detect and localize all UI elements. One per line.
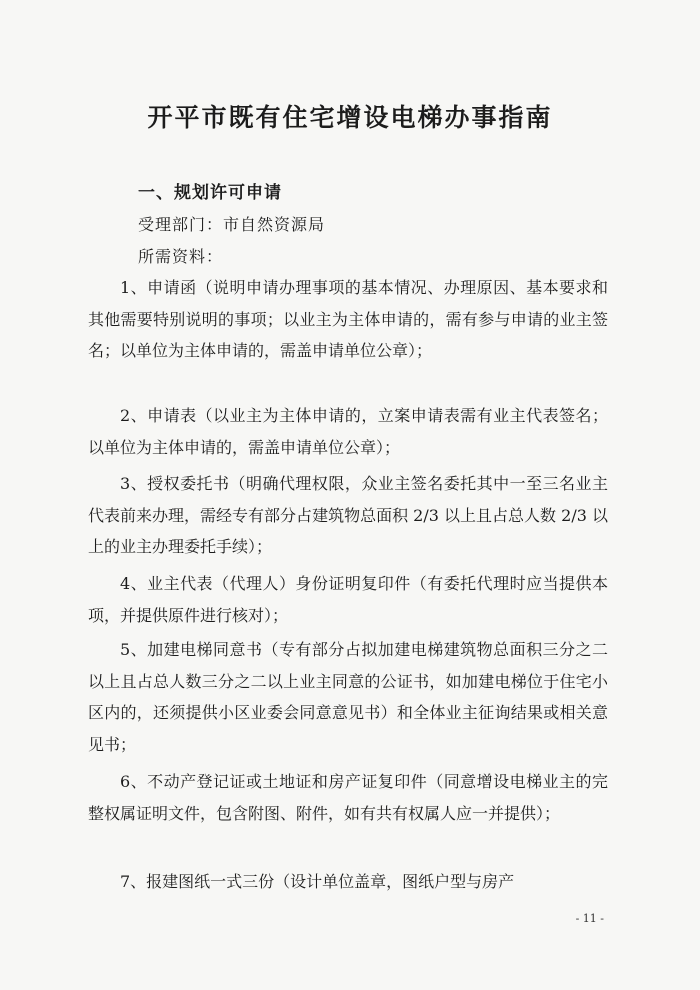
materials-label: 所需资料：	[138, 247, 224, 266]
section-heading: 一、规划许可申请	[138, 183, 282, 203]
accepting-department: 受理部门：市自然资源局	[138, 215, 326, 234]
list-item: 5、加建电梯同意书（专有部分占拟加建电梯建筑物总面积三分之二以上且占总人数三分之二以上业主同意的公证书，如加建电梯位于住宅小区内的，还须提供小区业委会同意意见书）和全体业主征询结果或相关意见书；	[88, 640, 608, 754]
list-item: 2、申请表（以业主为主体申请的，立案申请表需有业主代表签名；以单位为主体申请的，需盖申请单位公章）；	[88, 406, 608, 457]
list-item: 3、授权委托书（明确代理权限，众业主签名委托其中一至三名业主代表前来办理，需经专有部分占建筑物总面积 2/3 以上且占总人数 2/3 以上的业主办理委托手续）；	[88, 474, 608, 556]
list-item: 7、报建图纸一式三份（设计单位盖章，图纸户型与房产	[120, 872, 515, 891]
list-item: 6、不动产登记证或土地证和房产证复印件（同意增设电梯业主的完整权属证明文件，包含附图、附件，如有共有权属人应一并提供）；	[88, 772, 608, 823]
list-item: 4、业主代表（代理人）身份证明复印件（有委托代理时应当提供本项，并提供原件进行核对）；	[88, 574, 608, 625]
page-title: 开平市既有住宅增设电梯办事指南	[147, 103, 553, 132]
page-number: - 11 -	[575, 912, 604, 925]
list-item: 1、申请函（说明申请办理事项的基本情况、办理原因、基本要求和其他需要特别说明的事项；以业主为主体申请的，需有参与申请的业主签名；以单位为主体申请的，需盖申请单位公章）；	[88, 278, 608, 360]
